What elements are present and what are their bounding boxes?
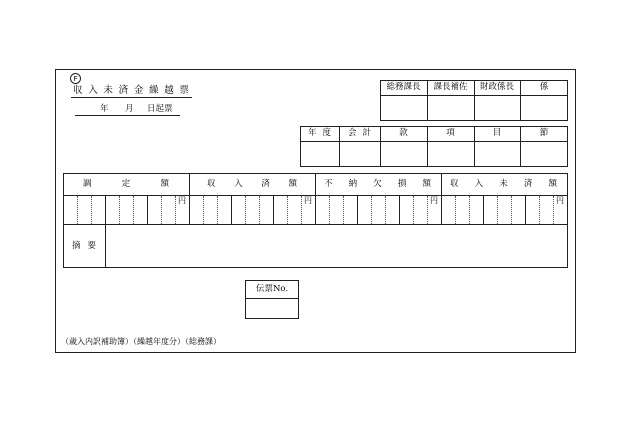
account-entry-cell[interactable] bbox=[301, 142, 338, 166]
amount-header-uncollectible: 不 納 欠 損 額 bbox=[324, 179, 431, 189]
date-month-label: 月 bbox=[125, 104, 134, 114]
account-entry-cell[interactable] bbox=[521, 142, 567, 166]
date-day-label: 日起票 bbox=[147, 104, 173, 114]
approval-stamp-cell[interactable] bbox=[428, 96, 473, 120]
approval-header-finance-chief: 財政係長 bbox=[479, 82, 514, 93]
summary-label: 摘 要 bbox=[72, 241, 96, 251]
approval-stamp-cell[interactable] bbox=[475, 96, 519, 120]
slip-number-label: 伝票No. bbox=[255, 283, 289, 294]
account-header-item: 項 bbox=[446, 128, 455, 139]
account-header-category: 目 bbox=[492, 128, 502, 139]
account-entry-cell[interactable] bbox=[340, 142, 379, 166]
amount-input-received[interactable] bbox=[190, 196, 314, 223]
title-underline bbox=[71, 97, 192, 98]
date-underline bbox=[75, 115, 180, 116]
amount-input-uncollectible[interactable] bbox=[316, 196, 440, 223]
approval-header-staff: 係 bbox=[539, 82, 549, 93]
account-header-section: 款 bbox=[399, 128, 408, 139]
yen-unit-uncollectible: 円 bbox=[430, 196, 438, 205]
amount-header-received: 収 入 済 額 bbox=[207, 179, 297, 189]
form-title: 収 入 未 済 金 繰 越 票 bbox=[73, 85, 189, 96]
yen-unit-assessed: 円 bbox=[178, 196, 186, 205]
circle-mark-icon bbox=[70, 73, 81, 84]
approval-stamp-cell[interactable] bbox=[521, 96, 567, 120]
approval-stamp-cell[interactable] bbox=[381, 96, 426, 120]
account-header-accounting: 会 計 bbox=[348, 128, 371, 138]
slip-number-input[interactable] bbox=[246, 299, 298, 318]
account-header-fiscal-year: 年 度 bbox=[308, 128, 331, 138]
footer-note: （歳入内訳補助簿）（繰越年度分）（総務課） bbox=[61, 337, 221, 346]
amount-input-outstanding[interactable] bbox=[442, 196, 567, 223]
circle-mark-text: F bbox=[73, 74, 78, 83]
summary-input[interactable] bbox=[106, 225, 567, 267]
amount-input-assessed[interactable] bbox=[64, 196, 188, 223]
account-entry-cell[interactable] bbox=[428, 142, 473, 166]
account-header-subsection: 節 bbox=[539, 128, 549, 139]
approval-header-deputy-chief: 課長補佐 bbox=[433, 82, 468, 93]
amount-header-outstanding: 収 入 未 済 額 bbox=[450, 179, 557, 189]
approval-header-general-affairs-chief: 総務課長 bbox=[386, 82, 421, 93]
amount-header-assessed: 調 定 額 bbox=[83, 179, 169, 189]
date-year-label: 年 bbox=[100, 104, 109, 114]
yen-unit-outstanding: 円 bbox=[556, 196, 564, 205]
account-entry-cell[interactable] bbox=[475, 142, 519, 166]
yen-unit-received: 円 bbox=[304, 196, 312, 205]
account-entry-cell[interactable] bbox=[381, 142, 426, 166]
